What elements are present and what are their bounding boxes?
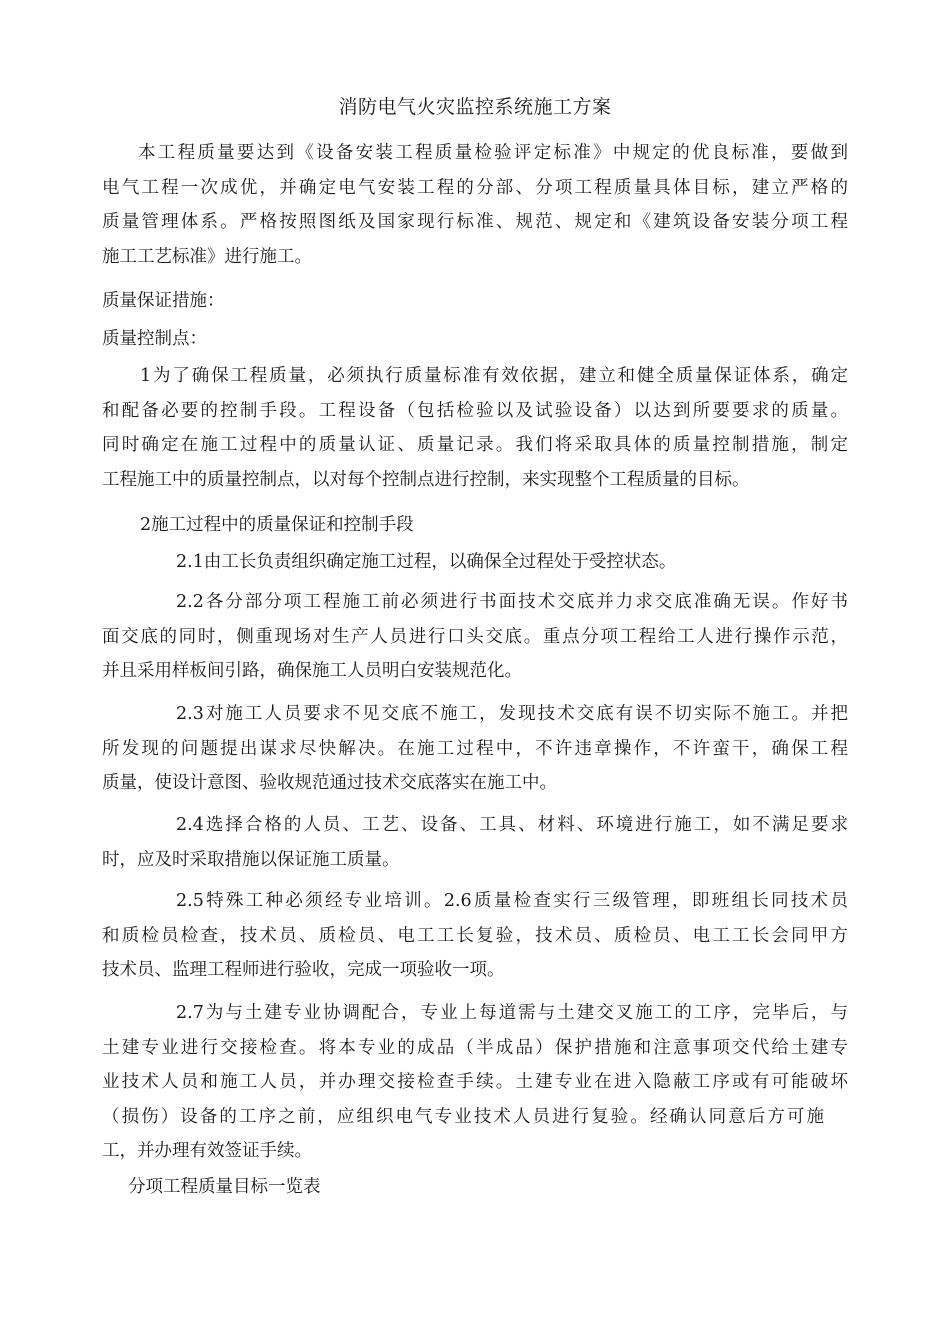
- text-line: 和质检员检查，技术员、质检员、电工工长复验，技术员、质检员、电工工长会同甲方: [102, 925, 848, 946]
- text-line: 并且采用样板间引路，确保施工人员明白安装规范化。: [102, 661, 522, 681]
- clause-2-3: [102, 697, 848, 801]
- clause-2-7: [102, 996, 848, 1169]
- text-line: 面交底的同时，侧重现场对生产人员进行口头交底。重点分项工程给工人进行操作示范，: [102, 626, 848, 647]
- text-line: （损伤）设备的工序之前，应组织电气专业技术人员进行复验。经确认同意后方可施: [102, 1106, 824, 1127]
- text-line: 时，应及时采取措施以保证施工质量。: [102, 849, 400, 870]
- section-1-paragraph: [102, 359, 848, 497]
- text-line: 技术员、监理工程师进行验收，完成一项验收一项。: [102, 960, 505, 980]
- text-line: 2.7为与土建专业协调配合，专业上每道需与土建交叉施工的工序，完毕后，与: [176, 1003, 848, 1023]
- text-line: 土建专业进行交接检查。将本专业的成品（半成品）保护措施和注意事项交代给土建专: [102, 1037, 848, 1058]
- text-line: 2.3对施工人员要求不见交底不施工，发现技术交底有误不切实际不施工。并把: [176, 704, 848, 724]
- text-line: 2.5特殊工种必须经专业培训。2.6质量检查实行三级管理，即班组长同技术员: [176, 891, 848, 911]
- text-line: 2.2各分部分项工程施工前必须进行书面技术交底并力求交底准确无误。作好书: [176, 592, 848, 612]
- text-line: 同时确定在施工过程中的质量认证、质量记录。我们将采取具体的质量控制措施，制定: [102, 435, 848, 455]
- table-caption: 分项工程质量目标一览表: [128, 1177, 321, 1197]
- heading-control-points: 质量控制点：: [102, 329, 207, 349]
- text-line: 业技术人员和施工人员，并办理交接检查手续。土建专业在进入隐蔽工序或有可能破坏: [102, 1072, 848, 1092]
- text-line: 质量管理体系。严格按照图纸及国家现行标准、规范、规定和《建筑设备安装分项工程: [102, 212, 848, 232]
- text-line: 所发现的问题提出谋求尽快解决。在施工过程中，不许违章操作，不许蛮干，确保工程: [102, 738, 848, 759]
- text-line: 施工工艺标准》进行施工。: [102, 246, 312, 267]
- intro-paragraph: [102, 136, 848, 274]
- text-line: 1为了确保工程质量，必须执行质量标准有效依据，建立和健全质量保证体系，确定: [140, 366, 848, 386]
- text-line: 和配备必要的控制手段。工程设备（包括检验以及试验设备）以达到所要要求的质量。: [102, 400, 848, 421]
- text-line: 工，并办理有效签证手续。: [102, 1141, 312, 1161]
- document-title: 消防电气火灾监控系统施工方案: [338, 96, 612, 118]
- clause-2-2: [102, 585, 848, 689]
- text-line: 2.4选择合格的人员、工艺、设备、工具、材料、环境进行施工，如不满足要求: [176, 815, 848, 835]
- clause-2-1: 2.1由工长负责组织确定施工过程，以确保全过程处于受控状态。: [176, 552, 677, 572]
- clause-2-5: [102, 884, 848, 988]
- text-line: 电气工程一次成优，并确定电气安装工程的分部、分项工程质量具体目标，建立严格的: [102, 177, 848, 198]
- section-2-heading: 2施工过程中的质量保证和控制手段: [140, 515, 414, 535]
- clause-2-4: [102, 808, 848, 877]
- text-line: 本工程质量要达到《设备安装工程质量检验评定标准》中规定的优良标准，要做到: [138, 143, 848, 163]
- heading-quality-measures: 质量保证措施：: [102, 291, 225, 311]
- text-line: 质量，使设计意图、验收规范通过技术交底落实在施工中。: [102, 773, 557, 793]
- text-line: 工程施工中的质量控制点，以对每个控制点进行控制，来实现整个工程质量的目标。: [102, 469, 750, 490]
